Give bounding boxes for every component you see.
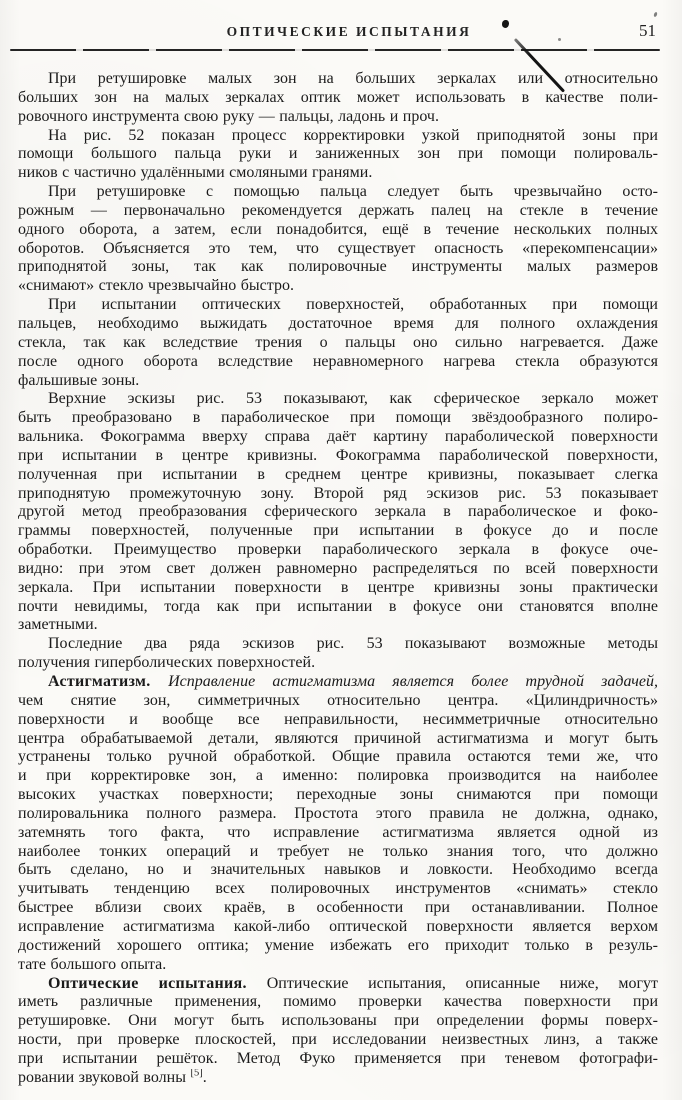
text-line	[18, 296, 658, 315]
paragraph	[18, 673, 658, 975]
page-body	[18, 70, 658, 1088]
text-segment: достижений хорошего оптика; умение избежать его приходит только в резуль-	[18, 936, 658, 954]
text-line	[18, 1031, 658, 1050]
text-segment: Последние два ряда эскизов рис. 53 показывают возможные методы	[48, 635, 658, 653]
text-segment: учитывать тенденцию всех полировочных инструментов «снимать» стекло	[18, 880, 658, 898]
text-segment: поверхности и вообще все неправильности, несимметричные относительно	[18, 710, 658, 728]
text-line	[18, 748, 658, 767]
text-segment: ретушировке. Они могут быть использованы при определении формы поверх-	[18, 1012, 658, 1030]
paragraph	[18, 635, 658, 673]
text-segment: почти невидимы, тогда как при испытании в фокусе они становятся вполне	[18, 597, 658, 615]
text-segment: быть сделано, но и значительных навыков и ловкости. Необходимо всегда	[18, 861, 658, 879]
text-segment: «снимают» стекло чрезвычайно быстро.	[18, 277, 294, 295]
text-segment: приподнятую промежуточную зону. Второй ряд эскизов рис. 53 показывает	[18, 484, 658, 502]
text-line	[18, 70, 658, 89]
text-segment: вальника. Фокограмма вверху справа даёт картину параболической поверхности	[18, 428, 658, 446]
text-segment: ровочного инструмента свою руку — пальцы, ладонь и проч.	[18, 107, 439, 125]
text-line	[18, 372, 658, 391]
text-segment: больших зон на малых зеркалах оптик может использовать в качестве поли-	[18, 88, 658, 106]
paragraph	[18, 296, 658, 390]
text-segment: заметными.	[18, 616, 98, 634]
text-segment: обработки. Преимущество проверки параболического зеркала в фокусе оче-	[18, 541, 658, 559]
text-line	[18, 730, 658, 749]
text-line	[18, 635, 658, 654]
text-line	[18, 786, 658, 805]
text-segment: другой метод преобразования сферического зеркала в параболическое и фоко-	[18, 503, 658, 521]
text-segment: ников с частично удалёнными смоляными гранями.	[18, 164, 373, 182]
running-head	[0, 0, 682, 60]
text-line	[18, 503, 658, 522]
text-segment: после одного оборота вследствие неравномерного нагрева стекла образуются	[18, 352, 658, 370]
text-line	[18, 258, 658, 277]
text-line	[18, 466, 658, 485]
paragraph	[18, 183, 658, 296]
text-segment: На рис. 52 показан процесс корректировки узкой приподнятой зоны при	[48, 126, 658, 144]
text-line	[18, 956, 658, 975]
text-line	[18, 993, 658, 1012]
paragraph	[18, 975, 658, 1088]
text-segment: фальшивые зоны.	[18, 371, 140, 389]
text-segment: и при корректировке зон, а именно: полировка производится на наиболее	[18, 767, 658, 785]
text-segment: При ретушировке с помощью пальца следует быть чрезвычайно осто-	[48, 183, 658, 201]
text-segment: полученная при испытании в среднем центре кривизны, показывает слегка	[18, 465, 658, 483]
page-number: 51	[639, 21, 656, 40]
text-line	[18, 108, 658, 127]
text-segment: видно: при этом свет должен равномерно распределяться по всей поверхности	[18, 559, 658, 577]
text-line	[18, 183, 658, 202]
text-line	[18, 673, 658, 692]
text-line	[18, 824, 658, 843]
text-line	[18, 353, 658, 372]
text-segment: приподнятой зоны, так как полировочные инструменты малых размеров	[18, 258, 658, 276]
text-segment: иметь различные применения, помимо проверки качества поверхности при	[18, 993, 658, 1011]
text-segment: быстрее вблизи своих краёв, в особенности при останавливании. Полное	[18, 899, 658, 917]
text-segment: тате большого опыта.	[18, 955, 167, 973]
text-line	[18, 541, 658, 560]
text-segment: пальцев, необходимо выжидать достаточное время для полного охлаждения	[18, 314, 658, 332]
text-line	[18, 240, 658, 259]
text-segment: высоких участках поверхности; переходные зоны снимаются при помощи	[18, 786, 658, 804]
text-line	[18, 89, 658, 108]
text-segment: При ретушировке малых зон на больших зеркалах или относительно	[48, 70, 658, 87]
text-line	[18, 221, 658, 240]
text-segment: рожным — первоначально рекомендуется держать палец на стекле в течение	[18, 201, 658, 219]
text-segment: [5]	[190, 1068, 203, 1079]
text-segment: При испытании оптических поверхностей, обработанных при помощи	[48, 296, 658, 314]
text-line	[18, 145, 658, 164]
text-segment: получения гиперболических поверхностей.	[18, 654, 316, 672]
text-line	[18, 164, 658, 183]
text-line	[18, 522, 658, 541]
paragraph	[18, 127, 658, 184]
text-segment: центра обрабатываемой детали, являются причиной астигматизма и могут быть	[18, 729, 658, 747]
text-line	[18, 277, 658, 296]
text-line	[18, 692, 658, 711]
text-line	[18, 1069, 658, 1088]
text-line	[18, 409, 658, 428]
text-line	[18, 598, 658, 617]
text-segment: .	[202, 1068, 207, 1086]
text-line	[18, 899, 658, 918]
text-line	[18, 616, 658, 635]
text-segment: одного оборота, а затем, если понадобится, ещё в течение нескольких полных	[18, 220, 658, 238]
text-segment: Оптические испытания, описанные ниже, могут	[266, 974, 658, 992]
text-segment: исправление астигматизма какой-либо оптической поверхности является верхом	[18, 917, 658, 935]
text-segment: ности, при проверке плоскостей, при исследовании неизвестных линз, а также	[18, 1031, 658, 1049]
text-line	[18, 937, 658, 956]
text-line	[18, 560, 658, 579]
text-line	[18, 767, 658, 786]
text-line	[18, 654, 658, 673]
text-line	[18, 843, 658, 862]
text-segment: затемнять того факта, что исправление астигматизма является одной из	[18, 823, 658, 841]
text-line	[18, 805, 658, 824]
text-segment: стекла, так как вследствие трения о пальцы оно сильно нагревается. Даже	[18, 333, 658, 351]
text-line	[18, 1012, 658, 1031]
text-segment: при испытании в центре кривизны. Фокограмма параболической поверхности,	[18, 446, 658, 464]
text-segment: Астигматизм.	[48, 673, 169, 690]
text-segment: граммы поверхностей, полученные при испытании в фокусе до и после	[18, 522, 658, 540]
text-segment: при испытании решёток. Метод Фуко применяется при теневом фотографи-	[18, 1049, 658, 1067]
paragraph	[18, 70, 658, 127]
text-segment: Исправление астигматизма является более трудной задачей,	[168, 673, 658, 690]
text-segment: помощи большого пальца руки и заниженных зон при помощи полироваль-	[18, 145, 658, 163]
text-line	[18, 447, 658, 466]
text-line	[18, 918, 658, 937]
text-segment: Оптические испытания.	[48, 974, 267, 992]
header-rule	[10, 49, 660, 51]
text-segment: ровании звуковой волны	[18, 1068, 191, 1086]
text-line	[18, 202, 658, 221]
text-segment: оборотов. Объясняется это тем, что существует опасность «перекомпенсации»	[18, 239, 658, 257]
text-segment: устранены только ручной обработкой. Общие правила остаются теми же, что	[18, 748, 658, 766]
text-line	[18, 390, 658, 409]
text-line	[18, 975, 658, 994]
text-line	[18, 127, 658, 146]
text-line	[18, 880, 658, 899]
text-line	[18, 315, 658, 334]
text-line	[18, 334, 658, 353]
text-segment: быть преобразовано в параболическое при помощи звёздообразного полиро-	[18, 409, 658, 427]
text-segment: чем снятие зон, симметричных относительно центра. «Цилиндричность»	[18, 691, 658, 709]
text-segment: полировальника полного размера. Простота этого правила не должна, однако,	[18, 804, 658, 822]
text-line	[18, 579, 658, 598]
page-header-title: ОПТИЧЕСКИЕ ИСПЫТАНИЯ	[226, 24, 472, 39]
text-line	[18, 428, 658, 447]
text-segment: наиболее тонких операций и требует не только знания того, что должно	[18, 842, 658, 860]
text-segment: Верхние эскизы рис. 53 показывают, как сферическое зеркало может	[48, 390, 658, 408]
text-line	[18, 485, 658, 504]
ink-speck	[558, 38, 561, 41]
text-line	[18, 1050, 658, 1069]
paragraph	[18, 390, 658, 635]
text-line	[18, 861, 658, 880]
text-line	[18, 711, 658, 730]
text-segment: зеркала. При испытании поверхности в центре кривизны зоны практически	[18, 578, 658, 596]
